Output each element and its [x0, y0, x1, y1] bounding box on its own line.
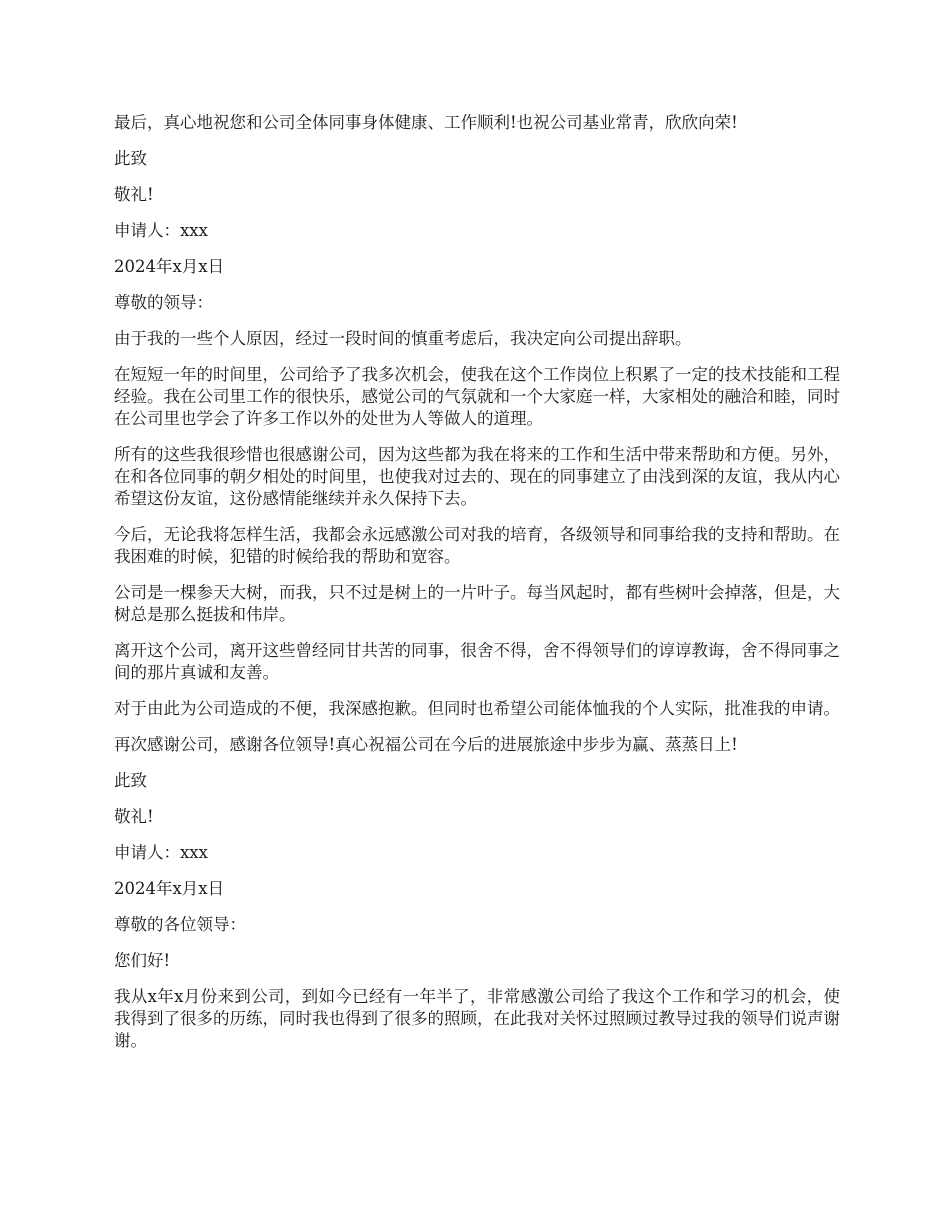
body-paragraph: 再次感谢公司，感谢各位领导!真心祝福公司在今后的进展旅途中步步为赢、蒸蒸日上! — [114, 735, 738, 754]
body-paragraph: 今后，无论我将怎样生活，我都会永远感激公司对我的培育，各级领导和同事给我的支持和帮助。在我困难的时候，犯错的时候给我的帮助和宽容。 — [114, 525, 840, 566]
applicant-line: 申请人：xxx — [114, 221, 208, 240]
body-paragraph: 我从x年x月份来到公司，到如今已经有一年半了，非常感激公司给了我这个工作和学习的机会，使我得到了很多的历练，同时我也得到了很多的照顾，在此我对关怀过照顾过教导过我的领导们说声谢谢。 — [114, 987, 840, 1050]
applicant-line: 申请人：xxx — [114, 843, 208, 862]
salutation-jingli: 敬礼! — [114, 807, 154, 826]
salutation-cizhi: 此致 — [114, 149, 147, 168]
greeting-line: 尊敬的领导： — [114, 293, 213, 312]
date-line: 2024年x月x日 — [114, 257, 225, 276]
body-paragraph: 由于我的一些个人原因，经过一段时间的慎重考虑后，我决定向公司提出辞职。 — [114, 329, 692, 348]
salutation-jingli: 敬礼! — [114, 185, 154, 204]
body-paragraph: 离开这个公司，离开这些曾经同甘共苦的同事，很舍不得，舍不得领导们的谆谆教诲，舍不得同事之间的那片真诚和友善。 — [114, 641, 840, 682]
body-paragraph: 公司是一棵参天大树，而我，只不过是树上的一片叶子。每当风起时，都有些树叶会掉落，但是，大树总是那么挺拔和伟岸。 — [114, 583, 840, 624]
greeting-line: 尊敬的各位领导： — [114, 915, 246, 934]
closing-wish-paragraph: 最后，真心地祝您和公司全体同事身体健康、工作顺利!也祝公司基业常青，欣欣向荣! — [114, 113, 738, 132]
date-line: 2024年x月x日 — [114, 879, 225, 898]
body-paragraph: 所有的这些我很珍惜也很感谢公司，因为这些都为我在将来的工作和生活中带来帮助和方便。另外，在和各位同事的朝夕相处的时间里，也使我对过去的、现在的同事建立了由浅到深的友谊，我从内心希望这份友谊，这份感情能继续并永久保持下去。 — [114, 445, 840, 508]
body-paragraph: 对于由此为公司造成的不便，我深感抱歉。但同时也希望公司能体恤我的个人实际，批准我的申请。 — [114, 699, 840, 718]
greeting-hello: 您们好! — [114, 951, 171, 970]
document-page — [114, 112, 840, 1066]
body-paragraph: 在短短一年的时间里，公司给予了我多次机会，使我在这个工作岗位上积累了一定的技术技能和工程经验。我在公司里工作的很快乐，感觉公司的气氛就和一个大家庭一样，大家相处的融洽和睦，同时在公司里也学会了许多工作以外的处世为人等做人的道理。 — [114, 365, 840, 428]
salutation-cizhi: 此致 — [114, 771, 147, 790]
